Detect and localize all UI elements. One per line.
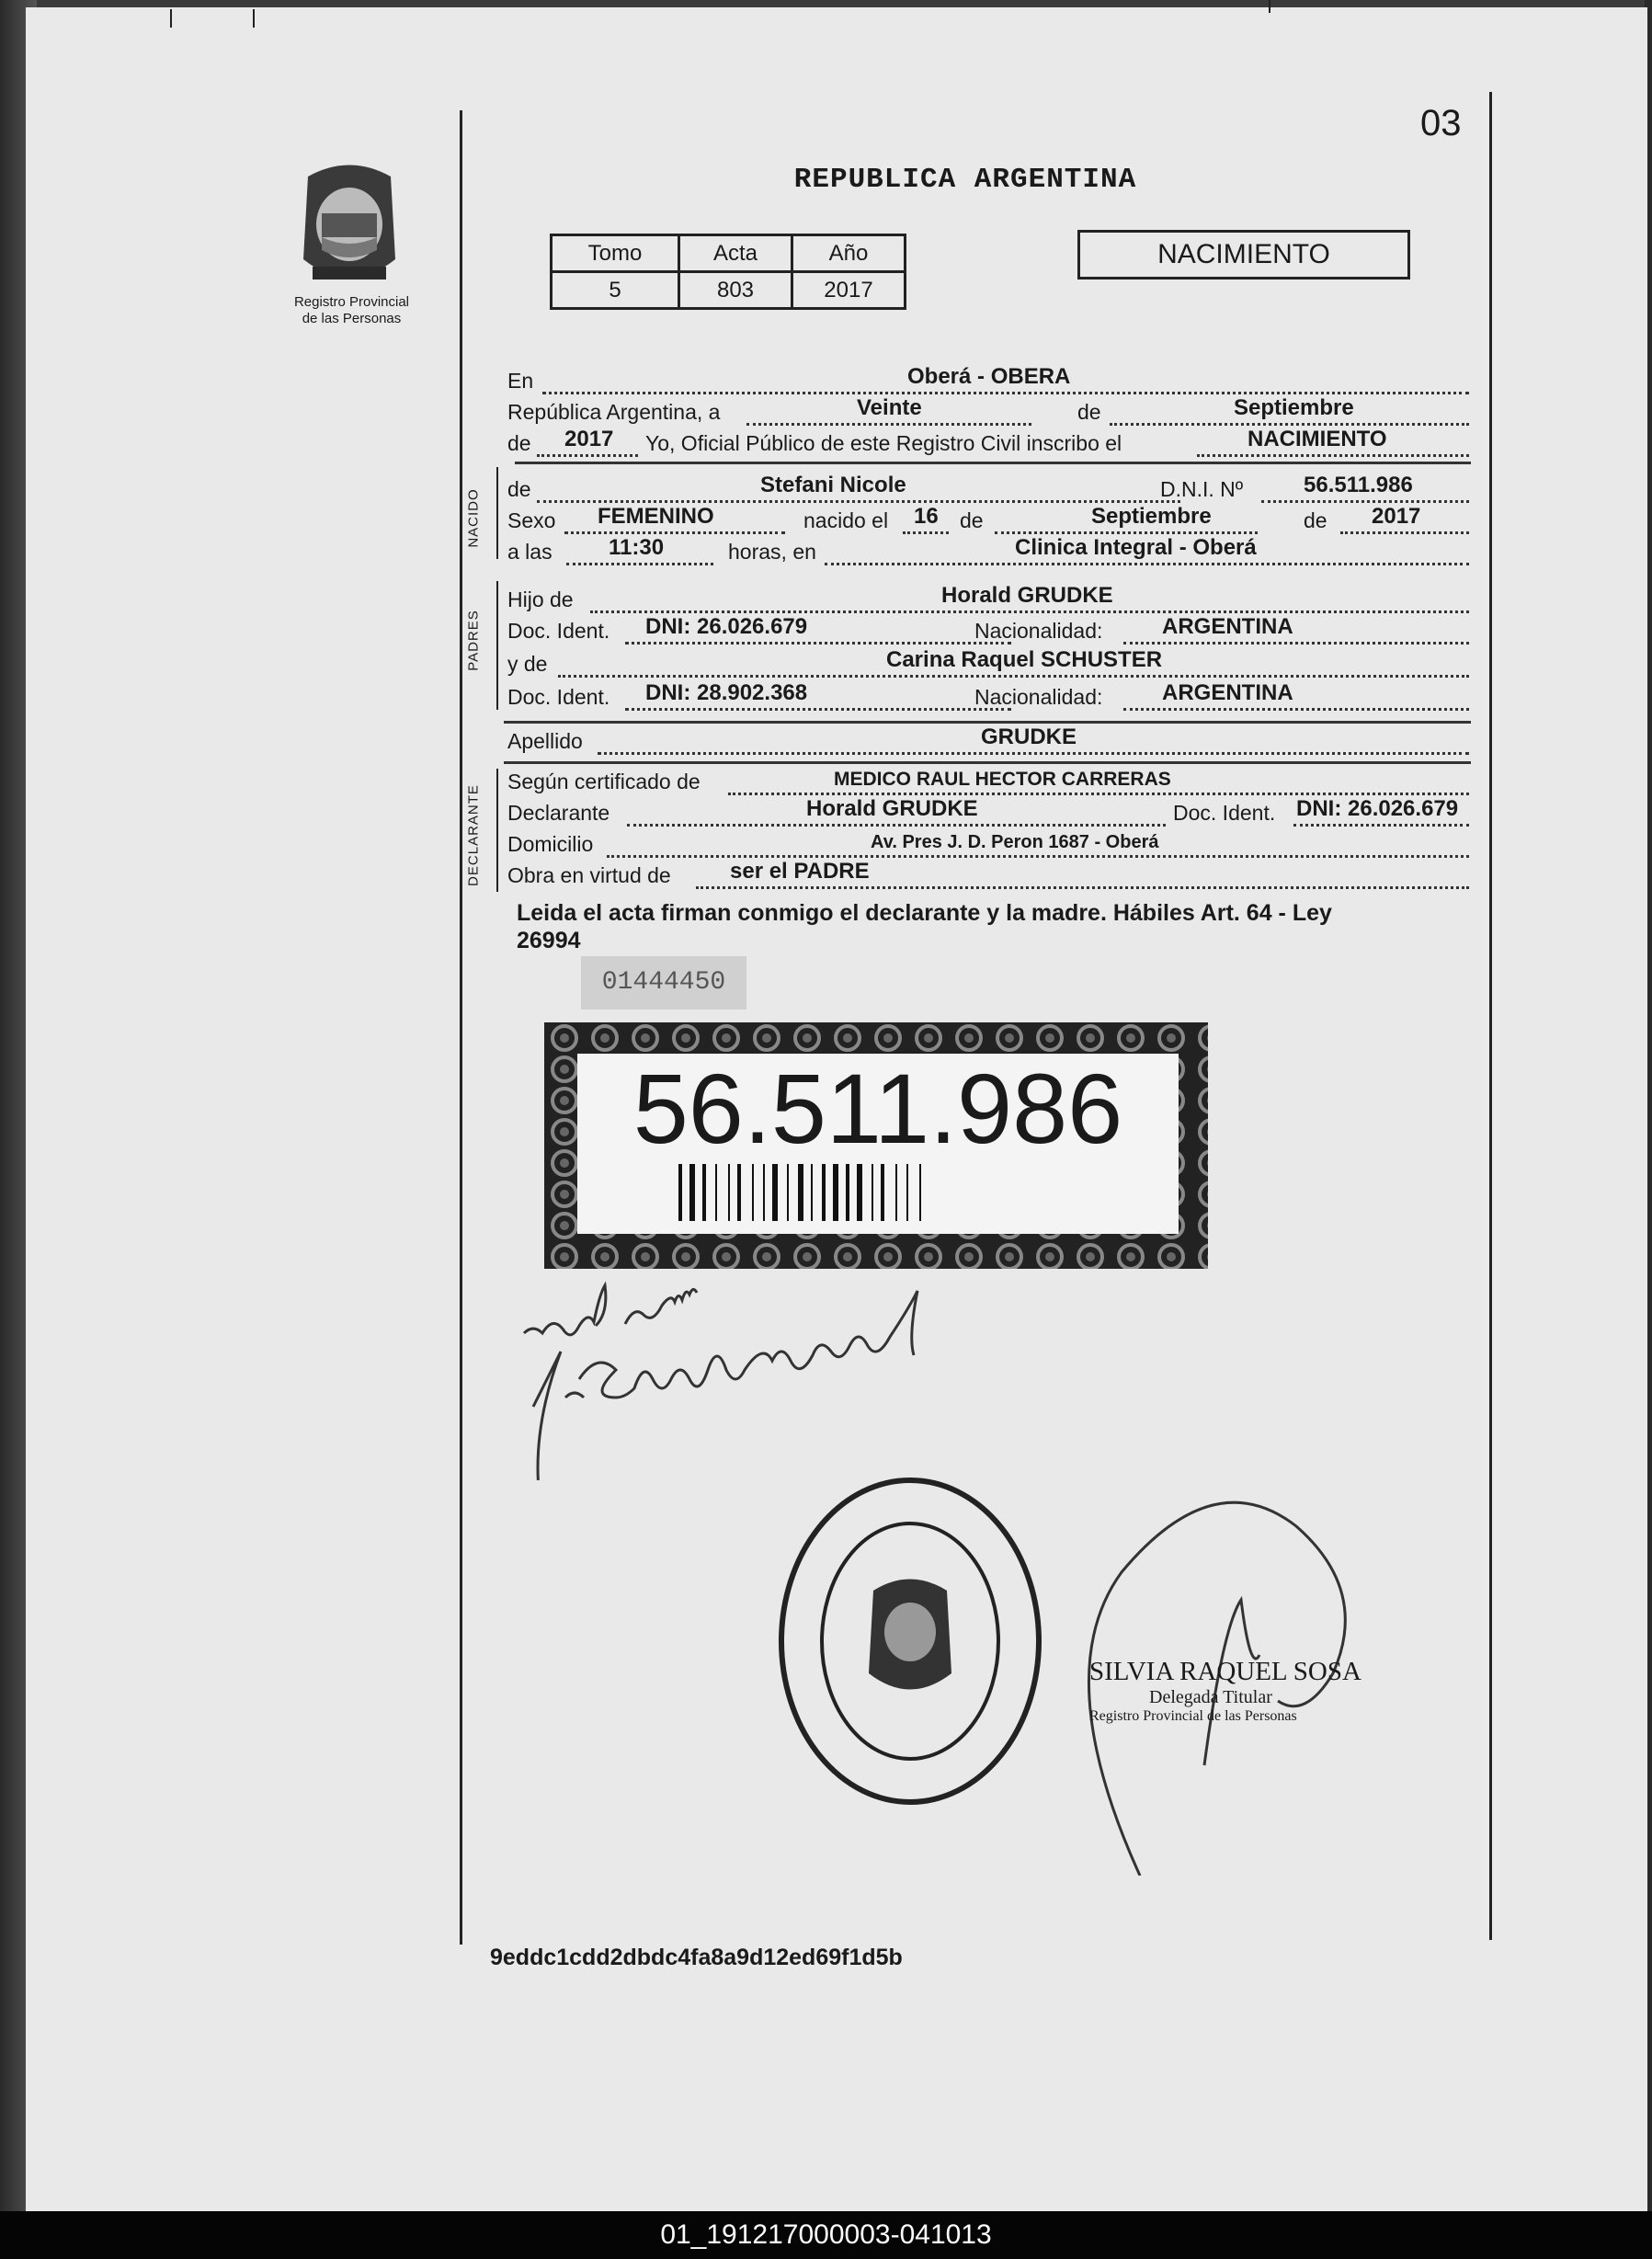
coat-of-arms-icon [294, 158, 404, 296]
dotted-line [558, 675, 1469, 678]
dotted-line [598, 752, 1469, 755]
row-certificate [507, 767, 1469, 798]
label-obra: Obra en virtud de [507, 863, 671, 887]
label-declarante: Declarante [507, 801, 610, 825]
label-nacionalidad-2: Nacionalidad: [974, 685, 1103, 709]
value-year: 2017 [564, 427, 614, 451]
dotted-line [746, 423, 1031, 426]
value-certificate: MEDICO RAUL HECTOR CARRERAS [834, 769, 1171, 790]
closing-statement [517, 899, 1454, 954]
label-de-2: de [960, 508, 984, 532]
document-title: REPUBLICA ARGENTINA [793, 164, 1137, 196]
value-declarant: Horald GRUDKE [806, 796, 978, 821]
label-de-name: de [507, 477, 531, 501]
label-republica: República Argentina, a [507, 400, 721, 424]
label-segun: Según certificado de [507, 770, 701, 793]
top-tick-1 [170, 9, 172, 28]
value-mother-nationality: ARGENTINA [1162, 680, 1293, 705]
label-en: En [507, 369, 534, 393]
value-capacity: ser el PADRE [730, 859, 870, 884]
section-divider [504, 721, 1471, 724]
value-day-text: Veinte [857, 395, 922, 420]
dotted-line [625, 708, 1011, 711]
register-table [550, 234, 906, 310]
label-dni: D.N.I. Nº [1160, 477, 1244, 501]
row-date [507, 397, 1469, 428]
value-birth-month: Septiembre [1091, 504, 1212, 529]
emblem-caption-line1: Registro Provincial [293, 294, 410, 310]
dotted-line [566, 563, 713, 565]
row-father [507, 585, 1469, 616]
row-year-act [507, 428, 1469, 460]
section-bracket-declarante [496, 769, 498, 892]
register-header-acta: Acta [679, 235, 792, 272]
label-nacido-el: nacido el [803, 508, 889, 532]
value-birth-time: 11:30 [609, 535, 665, 560]
label-sexo: Sexo [507, 508, 556, 532]
closing-line-2: 26994 [517, 928, 581, 953]
dotted-line [1123, 708, 1469, 711]
label-y-de: y de [507, 652, 548, 676]
row-address [507, 829, 1469, 861]
row-sex-birth [507, 506, 1469, 537]
side-label-declarante: DECLARANTE [465, 784, 482, 886]
row-child-name [507, 474, 1469, 506]
official-office: Registro Provincial de las Personas [1089, 1708, 1297, 1724]
top-tick-3 [1269, 0, 1270, 13]
dotted-line [903, 531, 949, 534]
value-address: Av. Pres J. D. Peron 1687 - Oberá [871, 832, 1159, 852]
page-number: 03 [1420, 103, 1462, 143]
dotted-line [607, 855, 1469, 858]
register-value-ano: 2017 [792, 272, 906, 309]
section-bracket-padres [496, 581, 498, 710]
dotted-line [1110, 423, 1469, 426]
dotted-line [1197, 454, 1469, 457]
label-yo: Yo, Oficial Público de este Registro Civil inscribo el [645, 431, 1122, 455]
record-type-box: NACIMIENTO [1077, 230, 1410, 280]
value-surname: GRUDKE [981, 724, 1077, 749]
dotted-line [590, 610, 1469, 613]
value-father-nationality: ARGENTINA [1162, 614, 1293, 639]
value-mother-name: Carina Raquel SCHUSTER [886, 647, 1163, 672]
value-month: Septiembre [1234, 395, 1354, 420]
right-margin-line [1489, 92, 1492, 1940]
side-label-padres: PADRES [465, 610, 482, 671]
footer-filename: 01_191217000003-041013 [660, 2219, 992, 2250]
row-place [507, 366, 1469, 397]
value-act: NACIMIENTO [1248, 427, 1387, 451]
value-mother-doc: DNI: 28.902.368 [645, 680, 808, 705]
value-birth-place: Clinica Integral - Oberá [1015, 535, 1257, 560]
row-mother-doc [507, 682, 1469, 713]
closing-line-1: Leida el acta firman conmigo el declarante y la madre. Hábiles Art. 64 - Ley [517, 900, 1332, 926]
register-value-tomo: 5 [552, 272, 679, 309]
emblem-caption [267, 294, 437, 327]
dotted-line [1123, 642, 1469, 645]
label-domicilio: Domicilio [507, 832, 594, 856]
barcode [678, 1164, 1077, 1221]
register-value-acta: 803 [679, 272, 792, 309]
dotted-line [995, 531, 1258, 534]
value-birth-day: 16 [914, 504, 939, 529]
row-father-doc [507, 616, 1469, 647]
dotted-line [728, 793, 1469, 795]
label-nacionalidad: Nacionalidad: [974, 619, 1103, 643]
row-birth-time-place [507, 537, 1469, 568]
register-header-ano: Año [792, 235, 906, 272]
emblem-caption-line2: de las Personas [302, 311, 402, 326]
top-tick-2 [253, 9, 255, 28]
serial-stamp: 01444450 [581, 956, 746, 1010]
value-birth-year: 2017 [1372, 504, 1421, 529]
value-child-name: Stefani Nicole [760, 473, 906, 497]
dotted-line [1293, 824, 1469, 827]
label-de-year: de [507, 431, 531, 455]
label-de-3: de [1304, 508, 1327, 532]
label-de: de [1077, 400, 1101, 424]
row-mother [507, 649, 1469, 680]
value-sex: FEMENINO [598, 504, 714, 529]
dotted-line [542, 392, 1469, 394]
dotted-line [627, 824, 1166, 827]
dotted-line [564, 531, 785, 534]
handwritten-signatures [515, 1269, 1066, 1480]
label-doc-ident: Doc. Ident. [507, 619, 610, 643]
dotted-line [1340, 531, 1469, 534]
section-divider [515, 462, 1471, 464]
label-doc-ident-3: Doc. Ident. [1173, 801, 1276, 825]
dotted-line [825, 563, 1469, 565]
dni-label-number: 56.511.986 [632, 1053, 1123, 1164]
left-margin-line [460, 110, 462, 1945]
value-declarant-doc: DNI: 26.026.679 [1296, 796, 1459, 821]
label-hijo-de: Hijo de [507, 588, 574, 611]
row-declarant [507, 798, 1469, 829]
dni-label-panel [577, 1054, 1179, 1234]
row-capacity [507, 861, 1469, 892]
label-a-las: a las [507, 540, 553, 564]
value-father-name: Horald GRUDKE [941, 583, 1113, 608]
row-surname [507, 726, 1469, 758]
label-horas-en: horas, en [728, 540, 816, 564]
official-signature-block [1089, 1657, 1384, 1725]
label-doc-ident-2: Doc. Ident. [507, 685, 610, 709]
label-apellido: Apellido [507, 729, 583, 753]
section-divider [504, 761, 1471, 764]
value-child-dni: 56.511.986 [1304, 473, 1413, 497]
dotted-line [1261, 500, 1469, 503]
value-place: Oberá - OBERA [907, 364, 1071, 389]
register-header-tomo: Tomo [552, 235, 679, 272]
official-seal-icon [772, 1471, 1048, 1811]
document-hash: 9eddc1cdd2dbdc4fa8a9d12ed69f1d5b [490, 1945, 903, 1970]
official-name: SILVIA RAQUEL SOSA [1089, 1657, 1361, 1686]
section-bracket-nacido [496, 467, 498, 559]
dotted-line [625, 642, 1011, 645]
side-label-nacido: NACIDO [465, 488, 482, 548]
dotted-line [537, 454, 638, 457]
official-role: Delegada Titular [1149, 1687, 1272, 1707]
dni-security-label [544, 1022, 1208, 1269]
dotted-line [537, 500, 1180, 503]
value-father-doc: DNI: 26.026.679 [645, 614, 808, 639]
dotted-line [696, 886, 1469, 889]
